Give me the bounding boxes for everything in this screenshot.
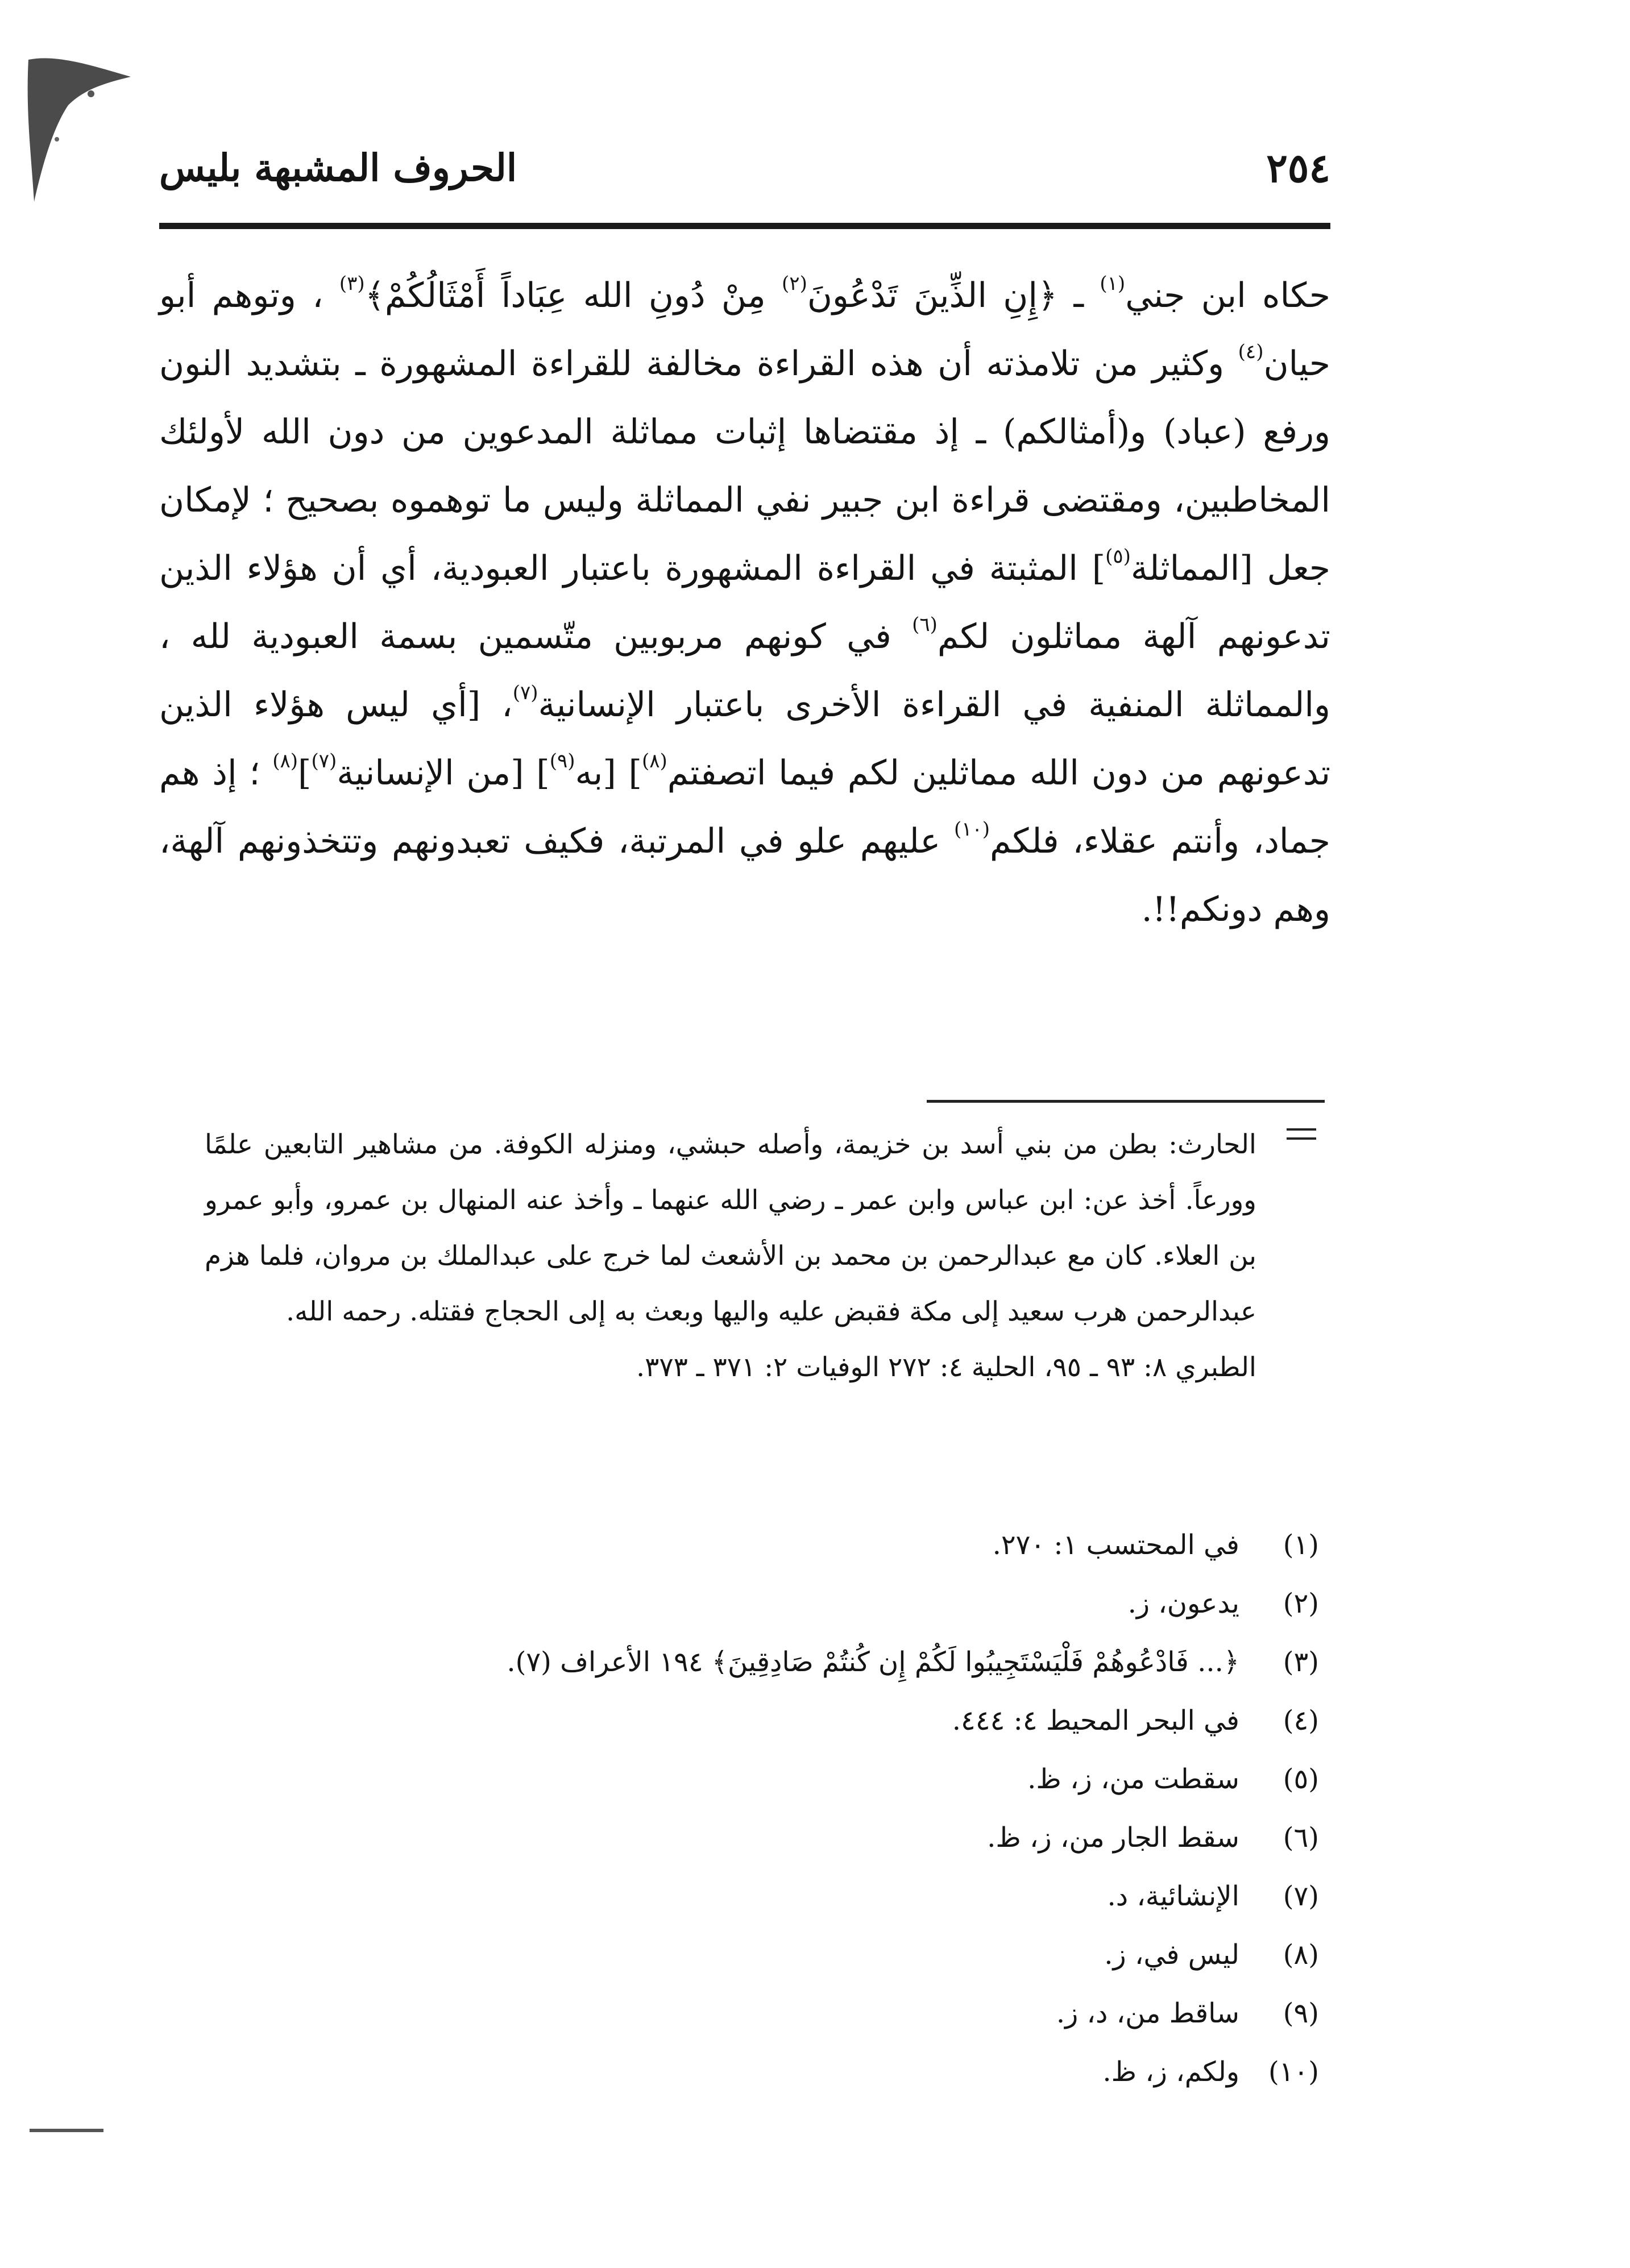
footnote-number: (٥): [1283, 1763, 1319, 1795]
footnote-number: (٨): [1283, 1939, 1319, 1971]
footnote-text: في البحر المحيط ٤: ٤٤٤.: [952, 1705, 1239, 1737]
footnote-number: (٧): [1283, 1880, 1319, 1912]
text-segment: ؛ إذ هم جماد، وأنتم عقلاء، فلكم: [159, 753, 1330, 861]
footnote-number: (٣): [1283, 1646, 1319, 1678]
main-paragraph: [159, 261, 1330, 944]
footnote-ref: (٤): [1238, 340, 1264, 363]
footnote-number: (٦): [1283, 1822, 1319, 1854]
text-segment: ] [من الإنسانية: [337, 753, 550, 793]
footnote-text: ليس في، ز.: [1104, 1939, 1239, 1971]
text-segment: وكثير من تلامذته أن هذه القراءة مخالفة للقراءة المشهورة ـ بتشديد النون ورفع (عباد) و(أمثالكم) ـ إذ مقتضاها إثبات مماثلة المدعوين من دون الله لأولئك المخاطبين، ومقتضى قراءة ابن جبير نفي المماثلة وليس ما توهموه بصحيح ؛ لإمكان جعل [المماثلة: [159, 344, 1330, 588]
footnote-ref: (٩): [549, 750, 575, 772]
footnote-ref: (٥): [1105, 545, 1131, 568]
footnote-item: [216, 1588, 1319, 1646]
footnotes-list: [216, 1529, 1319, 2115]
footnote-ref: (٧): [311, 750, 337, 772]
footnote-number: (١٠): [1268, 2056, 1319, 2088]
footnote-number: (٢): [1283, 1588, 1319, 1619]
edge-dash: [30, 2129, 103, 2132]
quran-quote: ـ ﴿إِنِ الذِّينَ تَدْعُونَ: [807, 276, 1100, 315]
footnote-item: [216, 1939, 1319, 1997]
footnote-text: ﴿... فَادْعُوهُمْ فَلْيَسْتَجِيبُوا لَكُمْ إِن كُنتُمْ صَادِقِينَ﴾ ١٩٤ الأعراف (٧).: [507, 1646, 1239, 1678]
footnote-item: [216, 1705, 1319, 1763]
text-segment: ، وتوهم أبو حيان: [159, 276, 1330, 384]
footnote-item: [216, 1822, 1319, 1880]
footnote-ref: (١٠): [953, 818, 990, 841]
text-segment: ] [به: [575, 753, 642, 793]
footnote-ref: (١): [1100, 272, 1126, 295]
footnote-item: [216, 2056, 1319, 2115]
footnote-text: سقط الجار من، ز، ظ.: [987, 1822, 1239, 1854]
footnote-ref: (٨): [641, 750, 667, 772]
text-segment: ] المثبتة في القراءة المشهورة باعتبار العبودية، أي أن هؤلاء الذين تدعونهم آلهة مماثلون لكم: [159, 549, 1330, 657]
footnote-ref: (٦): [912, 613, 938, 636]
footnote-text: ساقط من، د، ز.: [1056, 1997, 1239, 2029]
footnote-ref: (٨): [272, 750, 298, 772]
footnote-text: يدعون، ز.: [1127, 1588, 1239, 1619]
footnote-separator: [927, 1100, 1325, 1103]
footnote-item: [216, 1763, 1319, 1822]
biography-note: [205, 1117, 1256, 1395]
footnote-item: [216, 1997, 1319, 2056]
footnote-text: سقطت من، ز، ظ.: [1027, 1763, 1239, 1795]
text-segment: في كونهم مربوبين متّسمين بسمة العبودية لله ، والمماثلة المنفية في القراءة الأخرى باعتبار الإنسانية: [159, 617, 1330, 725]
footnote-item: [216, 1529, 1319, 1588]
footnote-ref: (٢): [782, 272, 807, 295]
text-segment: عليهم علو في المرتبة، فكيف تعبدونهم وتتخذونهم آلهة، وهم دونكم!!.: [159, 821, 1330, 929]
footnote-item: [216, 1646, 1319, 1705]
footnote-text: ولكم، ز، ظ.: [1102, 2056, 1239, 2088]
biography-text: الحارث: بطن من بني أسد بن خزيمة، وأصله حبشي، ومنزله الكوفة. من مشاهير التابعين علمًا وورعاً. أخذ عن: ابن عباس وابن عمر ـ رضي الله عنهما ـ وأخذ عنه المنهال بن عمرو، وأبو عمرو بن العلاء. كان مع عبدالرحمن بن محمد بن الأشعث لما خرج على عبدالملك بن مروان، فلما هزم عبدالرحمن هرب سعيد إلى مكة فقبض عليه واليها وبعث به إلى الحجاج فقتله. رحمه الله.: [205, 1129, 1256, 1327]
footnote-number: (٤): [1283, 1705, 1319, 1737]
biography-references: الطبري ٨: ٩٣ ـ ٩٥، الحلية ٤: ٢٧٢ الوفيات ٢: ٣٧١ ـ ٣٧٣.: [636, 1352, 1256, 1383]
text-segment: ]: [298, 753, 312, 793]
quran-quote: مِنْ دُونِ الله عِبَاداً أَمْثَالُكُمْ﴾: [364, 276, 782, 315]
continuation-bar: [1287, 1128, 1316, 1131]
footnote-item: [216, 1880, 1319, 1939]
page-header: [159, 134, 1330, 202]
running-title: الحروف المشبهة بليس: [159, 146, 517, 190]
continuation-bar: [1287, 1137, 1316, 1140]
footnote-ref: (٧): [512, 682, 538, 704]
page-number: ٢٥٤: [1266, 144, 1330, 192]
continuation-mark: [1282, 1128, 1316, 1147]
footnote-text: الإنشائية، د.: [1107, 1880, 1239, 1912]
text-segment: حكاه ابن جني: [1125, 276, 1330, 315]
text-segment: ، [أي ليس هؤلاء الذين تدعونهم من دون الله مماثلين لكم فيما اتصفتم: [159, 685, 1331, 793]
scan-smudge: [23, 54, 136, 207]
footnote-ref: (٣): [339, 272, 365, 295]
footnote-text: في المحتسب ١: ٢٧٠.: [992, 1529, 1239, 1561]
header-rule: [159, 223, 1330, 229]
footnote-number: (٩): [1283, 1997, 1319, 2029]
footnote-number: (١): [1283, 1529, 1319, 1561]
